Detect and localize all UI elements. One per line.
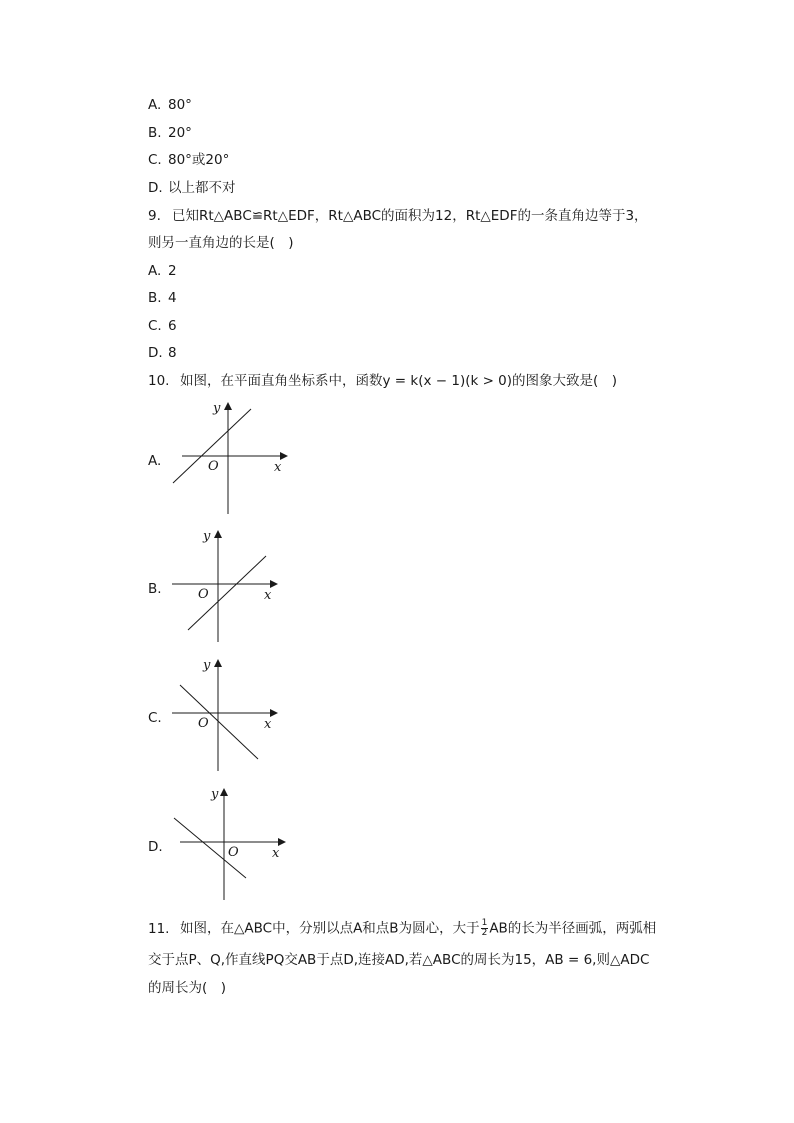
y-label: y — [213, 401, 221, 416]
q10-stem: 10. 如图，在平面直角坐标系中，函数y = k(x − 1)(k > 0)的图象大致是( ) — [148, 373, 618, 389]
x-label: x — [264, 588, 272, 603]
q8-option-b: B. 20° — [148, 125, 192, 141]
x-label: x — [264, 717, 272, 732]
q10-graph-b-letter: B. — [148, 581, 162, 597]
origin-label: O — [198, 716, 209, 731]
q8-option-a: A. 80° — [148, 97, 192, 113]
q9-stem-line1: 9. 已知Rt△ABC≌Rt△EDF，Rt△ABC的面积为12，Rt△EDF的一条直角边等于3， — [148, 208, 648, 224]
q9-option-c: C. 6 — [148, 318, 177, 334]
q9-option-a: A. 2 — [148, 263, 177, 279]
q10-graph-a-letter: A. — [148, 453, 162, 469]
q11-stem-line1: 11. 如图，在△ABC中，分别以点A和点B为圆心，大于 $\frac{1}{2}$ AB的长为半径画弧，两弧相 — [148, 918, 657, 938]
q11-stem-line3: 的周长为( ) — [148, 980, 227, 996]
q9-stem-line2: 则另一直角边的长是( ) — [148, 235, 294, 251]
q8-option-c: C. 80°或20° — [148, 152, 230, 168]
origin-label: O — [208, 459, 219, 474]
y-label: y — [203, 529, 211, 544]
q10-graph-a — [168, 398, 298, 522]
q9-option-d: D. 8 — [148, 345, 177, 361]
q10-graph-d-letter: D. — [148, 839, 163, 855]
q11-stem-line2: 交于点P、Q,作直线PQ交AB于点D,连接AD,若△ABC的周长为15，AB = 6,则△ADC — [148, 952, 650, 968]
origin-label: O — [198, 587, 209, 602]
q10-graph-c-letter: C. — [148, 710, 162, 726]
q10-graph-b — [168, 526, 298, 650]
q10-graph-d — [168, 784, 298, 908]
y-label: y — [203, 658, 211, 673]
x-label: x — [274, 460, 282, 475]
x-label: x — [272, 846, 280, 861]
function-line — [180, 685, 258, 759]
origin-label: O — [228, 845, 239, 860]
q9-option-b: B. 4 — [148, 290, 177, 306]
fraction-one-half: $\frac{1}{2}$ — [481, 918, 488, 938]
y-label: y — [211, 787, 219, 802]
q10-graph-c — [168, 655, 298, 779]
q8-option-d: D. 以上都不对 — [148, 180, 236, 196]
